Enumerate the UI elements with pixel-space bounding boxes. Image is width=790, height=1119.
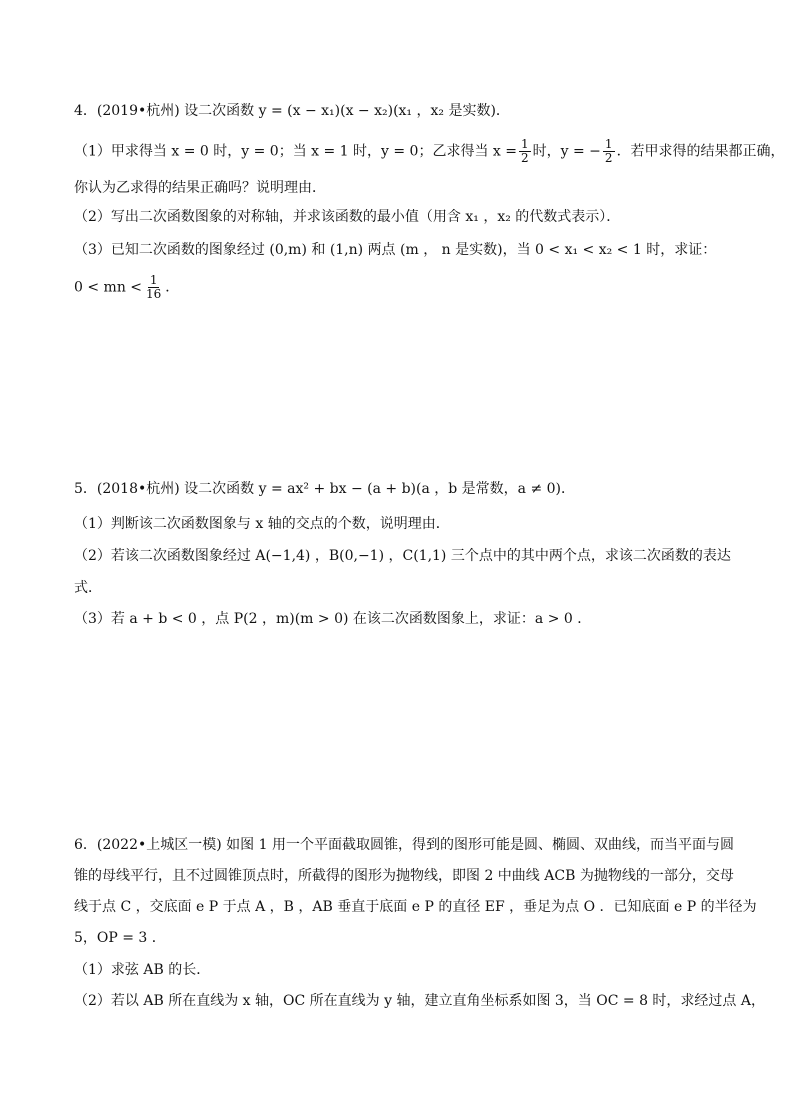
q4-part1-line (74, 138, 785, 165)
fraction-denominator: 2 (604, 151, 613, 165)
fraction-numerator: 1 (604, 137, 613, 151)
q5-part2: （2）若该二次函数图象经过 A(−1,4) ，B(0,−1) ，C(1,1) 三个点中的其中两个点，求该二次函数的表达 (74, 548, 731, 564)
fraction-one-half-negative (603, 138, 615, 165)
q4-part3-end: ． (165, 279, 180, 296)
q4-part2: （2）写出二次函数图象的对称轴，并求该函数的最小值（用含 x₁ ，x₂ 的代数式表示）． (74, 209, 621, 225)
q5-part1: （1）判断该二次函数图象与 x 轴的交点的个数，说明理由． (74, 516, 450, 532)
fraction-denominator: 16 (146, 287, 162, 301)
fraction-one-sixteenth (144, 274, 163, 301)
q4-part1-text-b: 时，y = − (532, 143, 601, 160)
q5-part3: （3）若 a + b < 0 ，点 P(2 ，m)(m > 0) 在该二次函数图象上，求证：a > 0 ． (74, 611, 592, 627)
q6-stem-line2: 锥的母线平行，且不过圆锥顶点时，所截得的图形为抛物线，即图 2 中曲线 ACB 为抛物线的一部分，交母 (74, 868, 734, 884)
fraction-denominator: 2 (521, 151, 529, 165)
q5-part2-line2: 式． (74, 580, 102, 596)
q6-stem-line1: 6．(2022•上城区一模) 如图 1 用一个平面截取圆锥，得到的图形可能是圆、椭圆、双曲线，而当平面与圆 (74, 837, 734, 853)
q4-part3: （3）已知二次函数的图象经过 (0,m) 和 (1,n) 两点 (m ， n 是实数)，当 0 < x₁ < x₂ < 1 时，求证： (74, 242, 717, 258)
q5-stem: 5．(2018•杭州) 设二次函数 y = ax² + bx − (a + b)(a ，b 是常数，a ≠ 0)． (74, 481, 576, 497)
q4-stem: 4．(2019•杭州) 设二次函数 y = (x − x₁)(x − x₂)(x₁ ，x₂ 是实数)． (74, 103, 510, 119)
q4-part1-text-a: （1）甲求得当 x = 0 时，y = 0；当 x = 1 时，y = 0；乙求得当 x = (74, 143, 517, 160)
fraction-numerator: 1 (521, 137, 529, 151)
fraction-numerator: 1 (149, 273, 158, 287)
q4-part3-line2 (74, 274, 179, 301)
q4-part1-line2: 你认为乙求得的结果正确吗？说明理由． (74, 180, 326, 196)
q6-stem-line3: 线于点 C ，交底面 e P 于点 A ，B ，AB 垂直于底面 e P 的直径 EF ，垂足为点 O ．已知底面 e P 的半径为 (74, 899, 757, 915)
q6-part1: （1）求弦 AB 的长． (74, 962, 211, 978)
fraction-one-half (519, 138, 531, 165)
q4-part3-inequality: 0 < mn < (74, 279, 143, 296)
q6-part2: （2）若以 AB 所在直线为 x 轴，OC 所在直线为 y 轴，建立直角坐标系如图 3，当 OC = 8 时，求经过点 A， (74, 993, 765, 1009)
q4-part1-text-c: ．若甲求得的结果都正确， (616, 143, 785, 160)
q6-stem-line4: 5，OP = 3 ． (74, 930, 166, 946)
